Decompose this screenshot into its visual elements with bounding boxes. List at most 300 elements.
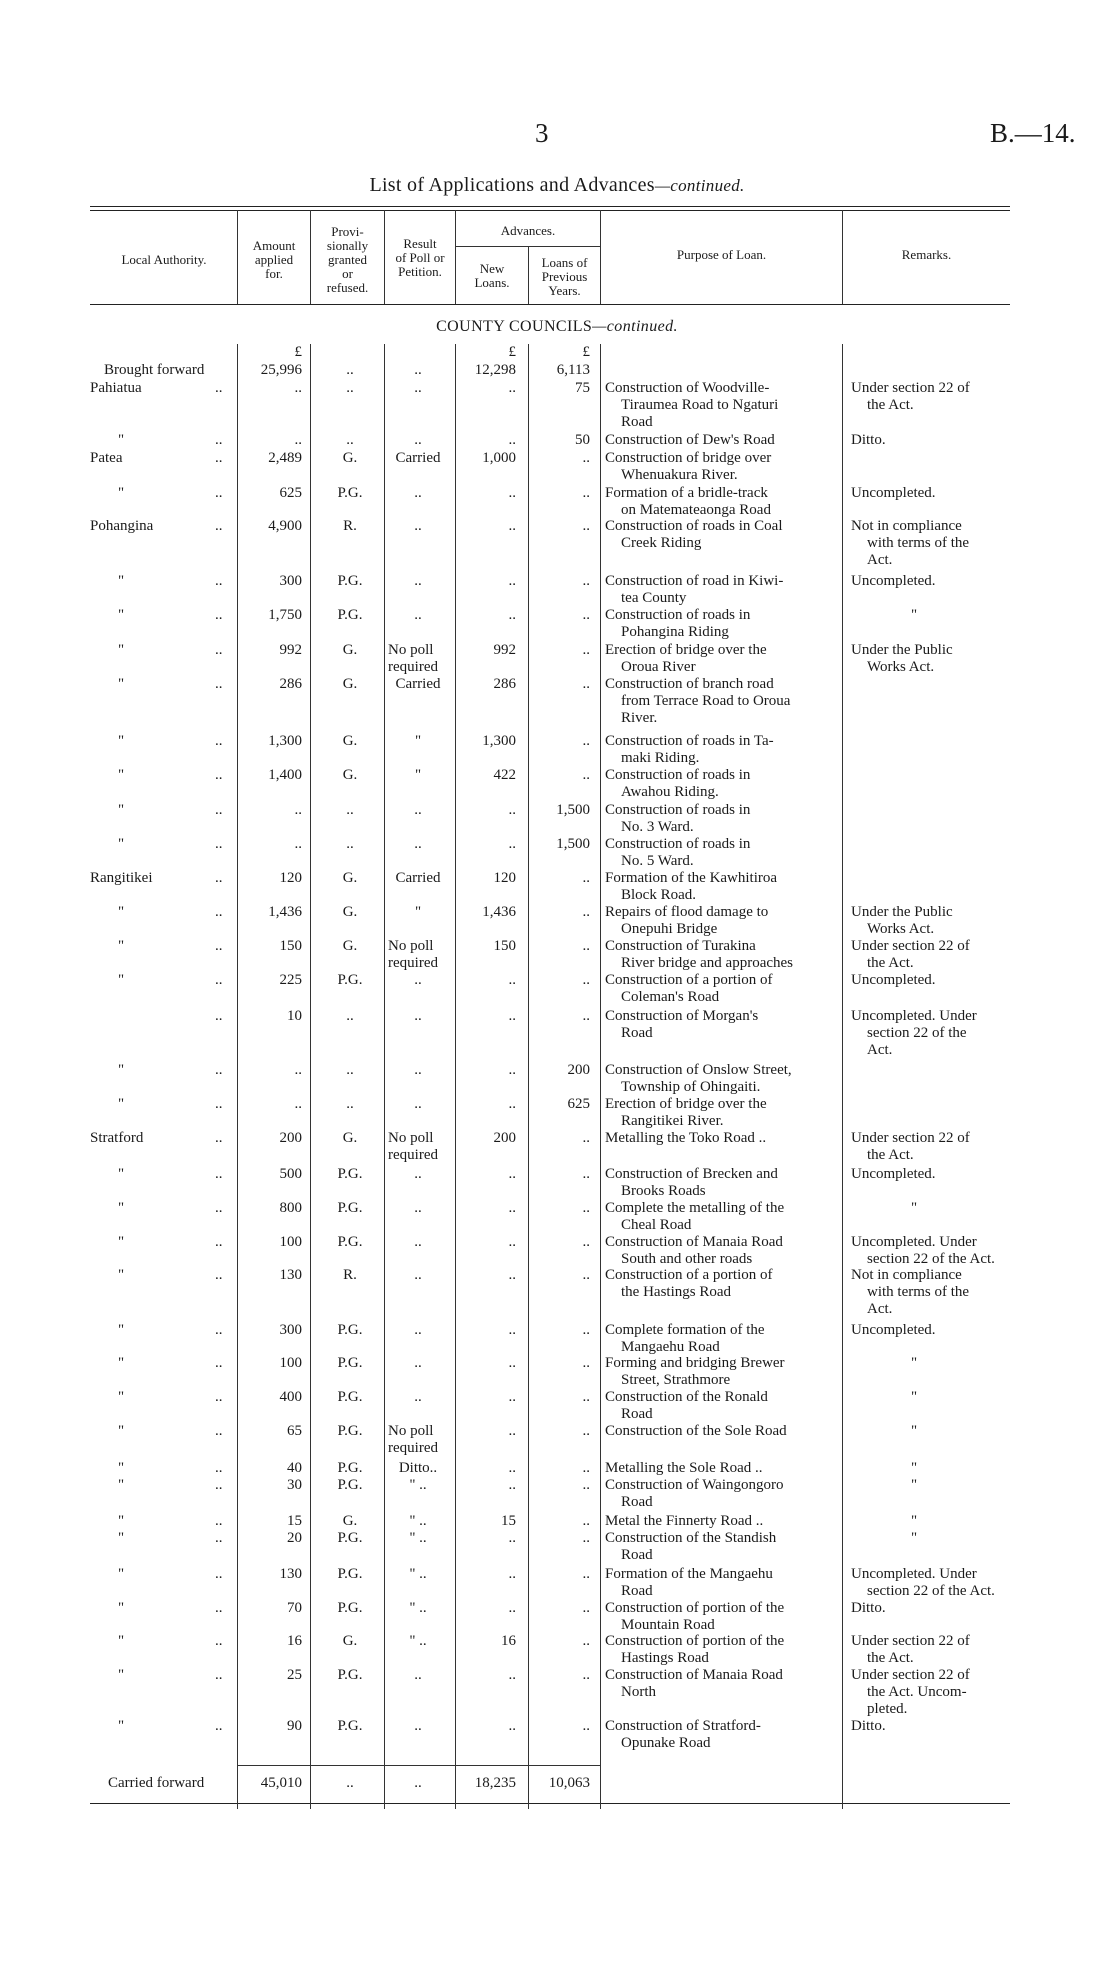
local-authority-cell: " [118,972,125,988]
header-top-rule-2 [90,210,1010,211]
purpose-cell [605,642,843,676]
local-authority-cell: Patea [90,450,123,466]
local-authority-cell: " [118,1234,125,1250]
remarks-line: Uncompleted. Under [851,1008,977,1024]
new-loans-cell: .. [508,518,516,534]
previous-loans-cell: .. [582,1355,590,1371]
local-authority-cell: " [118,1062,125,1078]
leader-dots: .. [215,1355,223,1371]
previous-loans-cell: 625 [567,1096,590,1112]
purpose-cell [605,836,843,870]
amount-cell: 25 [287,1667,302,1683]
result-cell: " .. [409,1566,427,1582]
leader-dots: .. [215,1460,223,1476]
purpose-line: Construction of road in Kiwi- [605,573,784,589]
leader-dots: .. [215,432,223,448]
result-cell: .. [414,1718,422,1734]
remarks-line: the Act. [867,1147,914,1163]
local-authority-cell: " [118,1718,125,1734]
advances-sub-rule [455,246,600,247]
amount-cell: .. [294,1096,302,1112]
remarks-line: with terms of the [867,535,970,551]
purpose-cell [605,1234,843,1268]
previous-loans-cell: .. [582,1234,590,1250]
result-cell: " .. [409,1513,427,1529]
provisional-cell: P.G. [337,1530,363,1546]
purpose-line: Metal the Finnerty Road .. [605,1513,764,1529]
purpose-line: Construction of portion of the [605,1600,785,1616]
remarks-line: " [911,1423,918,1439]
remarks-cell [851,642,1016,676]
document-reference: B.—14. [990,118,1076,148]
header-bottom-rule [90,304,1010,305]
amount-cell: 150 [279,938,302,954]
provisional-cell: .. [346,836,354,852]
leader-dots: .. [215,380,223,396]
remarks-line: Uncompleted. Under [851,1566,977,1582]
amount-cell: 90 [287,1718,302,1734]
purpose-line: Road [621,1025,653,1041]
remarks-line: Under the Public [851,904,953,920]
body-sep-4 [455,344,456,1809]
remarks-cell [851,1513,1016,1530]
previous-loans-cell: .. [582,870,590,886]
leader-dots: .. [215,1267,223,1283]
leader-dots: .. [215,1200,223,1216]
result-cell: .. [414,972,422,988]
remarks-line: Uncompleted. [851,573,936,589]
leader-dots: .. [215,733,223,749]
previous-loans-cell: .. [582,642,590,658]
provisional-cell: P.G. [337,573,363,589]
result-cell: Ditto.. [398,1460,438,1476]
amount-cell: 130 [279,1566,302,1582]
remarks-line: " [911,1460,918,1476]
local-authority-cell: " [118,836,125,852]
remarks-cell [851,1633,1016,1667]
local-authority-cell: Pahiatua [90,380,142,396]
provisional-cell: .. [346,1008,354,1024]
new-loans-cell: 120 [493,870,516,886]
amount-cell: 286 [279,676,302,692]
new-loans-cell: .. [508,432,516,448]
leader-dots: .. [215,642,223,658]
amount-cell: 1,436 [268,904,302,920]
remarks-cell [851,607,1016,624]
previous-loans-cell: .. [582,1513,590,1529]
leader-dots: .. [215,904,223,920]
purpose-line: the Hastings Road [621,1284,731,1300]
purpose-cell [605,1200,843,1234]
purpose-line: Formation of the Kawhitiroa [605,870,778,886]
remarks-line: Under section 22 of [851,1633,970,1649]
new-loans-cell: .. [508,1166,516,1182]
provisional-cell: G. [342,733,358,749]
purpose-line: Construction of roads in [605,802,751,818]
local-authority-cell: " [118,1513,125,1529]
new-loans-cell: .. [508,1460,516,1476]
purpose-line: Road [621,1547,653,1563]
remarks-line: Ditto. [851,1600,886,1616]
remarks-cell [851,1600,1016,1617]
new-loans-cell: .. [508,1096,516,1112]
local-authority-cell: " [118,1600,125,1616]
amount-cell: 120 [279,870,302,886]
purpose-line: Construction of roads in [605,836,751,852]
remarks-line: Ditto. [851,1718,886,1734]
purpose-cell [605,450,843,484]
new-loans-cell: .. [508,1477,516,1493]
leader-dots: .. [215,767,223,783]
previous-loans-cell: .. [582,485,590,501]
leader-dots: .. [215,1166,223,1182]
leader-dots: .. [215,1096,223,1112]
result-cell: .. [414,432,422,448]
new-loans-cell: .. [508,1600,516,1616]
result-cell: .. [414,836,422,852]
previous-loans-cell: .. [582,1566,590,1582]
previous-loans-cell: .. [582,1130,590,1146]
result-cell: .. [414,1062,422,1078]
purpose-line: Construction of Onslow Street, [605,1062,792,1078]
purpose-line: Complete the metalling of the [605,1200,785,1216]
provisional-cell: P.G. [337,1389,363,1405]
leader-dots: .. [215,1477,223,1493]
purpose-cell [605,1600,843,1634]
purpose-line: Road [621,414,653,430]
purpose-line: Awahou Riding. [621,784,719,800]
leader-dots: .. [215,1008,223,1024]
provisional-cell: P.G. [337,972,363,988]
remarks-cell [851,1530,1016,1547]
purpose-line: Opunake Road [621,1735,711,1751]
leader-dots: .. [215,1566,223,1582]
new-loans-cell: .. [508,1267,516,1283]
remarks-cell [851,1008,1016,1059]
header-purpose: Purpose of Loan. [676,247,767,262]
local-authority-cell: " [118,802,125,818]
leader-dots: .. [215,1530,223,1546]
remarks-cell [851,1667,1016,1718]
remarks-cell [851,518,1016,569]
purpose-cell [605,1130,843,1147]
remarks-cell [851,380,1016,414]
provisional-cell: .. [346,802,354,818]
purpose-line: Rangitikei River. [621,1113,724,1129]
amount-cell: 1,400 [268,767,302,783]
result-cell: .. [414,1667,422,1683]
currency-new: £ [508,344,516,360]
amount-cell: 65 [287,1423,302,1439]
previous-loans-cell: .. [582,1667,590,1683]
result-cell: .. [414,1166,422,1182]
remarks-cell [851,904,1016,938]
purpose-line: Forming and bridging Brewer [605,1355,785,1371]
previous-loans-cell: 200 [567,1062,590,1078]
remarks-cell [851,938,1016,972]
provisional-cell: P.G. [337,1667,363,1683]
purpose-cell [605,1389,843,1423]
remarks-cell [851,1130,1016,1164]
page-number: 3 [535,118,549,148]
leader-dots: .. [215,972,223,988]
provisional-cell: G. [342,676,358,692]
amount-cell: .. [294,380,302,396]
previous-loans-cell: 75 [575,380,590,396]
amount-cell: 10 [287,1008,302,1024]
local-authority-cell: " [118,1322,125,1338]
result-cell: Carried [395,676,441,692]
result-cell: .. [414,802,422,818]
carried-forward-label: Carried forward [108,1775,205,1791]
new-loans-cell: .. [508,1200,516,1216]
leader-dots: .. [215,870,223,886]
result-cell: .. [414,1267,422,1283]
provisional-cell: G. [342,938,358,954]
new-loans-cell: .. [508,1530,516,1546]
purpose-cell [605,1322,843,1356]
result-cell: .. [414,518,422,534]
provisional-cell: P.G. [337,1477,363,1493]
new-loans-cell: .. [508,380,516,396]
purpose-line: Road [621,1406,653,1422]
result-cell: .. [414,1355,422,1371]
leader-dots: .. [215,1600,223,1616]
result-cell: " .. [409,1600,427,1616]
remarks-cell [851,1423,1016,1440]
leader-dots: .. [215,450,223,466]
leader-dots: .. [215,802,223,818]
header-result: Result of Poll or Petition. [395,236,445,279]
remarks-cell [851,1389,1016,1406]
remarks-line: the Act. [867,955,914,971]
result-cell: No poll required [388,1130,438,1163]
remarks-line: section 22 of the Act. [867,1251,995,1267]
remarks-line: Uncompleted. [851,972,936,988]
previous-loans-cell: .. [582,1477,590,1493]
provisional-cell: G. [342,767,358,783]
purpose-line: Metalling the Toko Road .. [605,1130,767,1146]
provisional-cell: .. [346,432,354,448]
title-main: List of Applications and Advances [369,174,655,196]
header-new-loans: New Loans. [474,261,510,290]
purpose-line: Construction of the Ronald [605,1389,768,1405]
amount-cell: .. [294,432,302,448]
previous-loans-cell: .. [582,733,590,749]
purpose-cell [605,1267,843,1301]
amount-cell: 400 [279,1389,302,1405]
provisional-cell: G. [342,1513,358,1529]
leader-dots: .. [215,1718,223,1734]
amount-cell: 500 [279,1166,302,1182]
leader-dots: .. [215,607,223,623]
purpose-cell [605,485,843,519]
purpose-cell [605,1633,843,1667]
new-loans-cell: .. [508,1355,516,1371]
amount-cell: 992 [279,642,302,658]
purpose-line: Formation of a bridle-track [605,485,768,501]
purpose-line: tea County [621,590,687,606]
purpose-line: Metalling the Sole Road .. [605,1460,763,1476]
purpose-line: Erection of bridge over the [605,642,767,658]
purpose-line: Hastings Road [621,1650,709,1666]
leader-dots: .. [215,1234,223,1250]
result-cell: No poll required [388,938,438,971]
previous-loans-cell: .. [582,1633,590,1649]
provisional-cell: P.G. [337,1718,363,1734]
new-loans-cell: 200 [493,1130,516,1146]
purpose-line: Brooks Roads [621,1183,706,1199]
purpose-line: Township of Ohingaiti. [621,1079,761,1095]
result-cell: .. [414,573,422,589]
previous-loans-cell: .. [582,1530,590,1546]
local-authority-cell: " [118,733,125,749]
local-authority-cell: " [118,1667,125,1683]
carried-forward-prev: 10,063 [548,1775,590,1791]
previous-loans-cell: .. [582,1718,590,1734]
purpose-line: Formation of the Mangaehu [605,1566,773,1582]
purpose-cell [605,1718,843,1752]
header-previous-loans: Loans of Previous Years. [541,255,588,298]
amount-cell: 800 [279,1200,302,1216]
remarks-line: the Act. Uncom- [867,1684,967,1700]
remarks-cell [851,1166,1016,1183]
purpose-line: Construction of Woodville- [605,380,770,396]
provisional-cell: G. [342,870,358,886]
purpose-line: from Terrace Road to Oroua [621,693,791,709]
new-loans-cell: .. [508,607,516,623]
provisional-cell: G. [342,1633,358,1649]
previous-loans-cell: .. [582,1423,590,1439]
previous-loans-cell: .. [582,767,590,783]
purpose-line: on Matemateaonga Road [621,502,771,518]
purpose-line: Construction of Manaia Road [605,1234,783,1250]
previous-loans-cell: .. [582,904,590,920]
remarks-line: Act. [867,1301,893,1317]
provisional-cell: .. [346,1062,354,1078]
local-authority-cell: " [118,904,125,920]
new-loans-cell: .. [508,1322,516,1338]
new-loans-cell: .. [508,1008,516,1024]
provisional-cell: G. [342,450,358,466]
new-loans-cell: 1,436 [482,904,516,920]
purpose-cell [605,676,843,727]
previous-loans-cell: 1,500 [556,836,590,852]
provisional-cell: .. [346,380,354,396]
new-loans-cell: 422 [493,767,516,783]
previous-loans-cell: 1,500 [556,802,590,818]
new-loans-cell: 1,000 [482,450,516,466]
provisional-cell: P.G. [337,1423,363,1439]
purpose-line: Construction of Waingongoro [605,1477,784,1493]
previous-loans-cell: .. [582,518,590,534]
local-authority-cell: " [118,1389,125,1405]
remarks-cell [851,1322,1016,1339]
body-sep-2 [310,344,311,1809]
remarks-line: Under section 22 of [851,1667,970,1683]
local-authority-cell: " [118,1566,125,1582]
result-cell: .. [414,380,422,396]
amount-cell: 100 [279,1355,302,1371]
remarks-cell [851,1234,1016,1268]
local-authority-cell: Stratford [90,1130,144,1146]
brought-forward-prov: .. [346,362,354,378]
provisional-cell: P.G. [337,485,363,501]
purpose-line: Construction of Morgan's [605,1008,759,1024]
amount-cell: 200 [279,1130,302,1146]
provisional-cell: G. [342,1130,358,1146]
remarks-cell [851,1477,1016,1494]
remarks-line: " [911,1389,918,1405]
remarks-line: Works Act. [867,659,935,675]
purpose-line: Construction of a portion of [605,1267,773,1283]
purpose-line: Pohangina Riding [621,624,729,640]
purpose-cell [605,607,843,641]
carried-forward-new: 18,235 [474,1775,516,1791]
purpose-line: Construction of the Standish [605,1530,777,1546]
leader-dots: .. [215,938,223,954]
amount-cell: 40 [287,1460,302,1476]
amount-cell: 70 [287,1600,302,1616]
result-cell: .. [414,1234,422,1250]
result-cell: Carried [395,450,441,466]
purpose-cell [605,1530,843,1564]
remarks-line: Not in compliance [851,1267,962,1283]
purpose-line: Construction of the Sole Road [605,1423,787,1439]
new-loans-cell: 16 [501,1633,516,1649]
local-authority-cell: Rangitikei [90,870,153,886]
local-authority-cell: " [118,642,125,658]
local-authority-cell: " [118,938,125,954]
purpose-line: Creek Riding [621,535,702,551]
provisional-cell: P.G. [337,1234,363,1250]
new-loans-cell: 286 [493,676,516,692]
previous-loans-cell: .. [582,938,590,954]
remarks-line: with terms of the [867,1284,970,1300]
new-loans-cell: .. [508,485,516,501]
local-authority-cell: " [118,767,125,783]
leader-dots: .. [215,1130,223,1146]
previous-loans-cell: .. [582,1322,590,1338]
brought-forward-result: .. [414,362,422,378]
purpose-line: North [621,1684,656,1700]
remarks-cell [851,1718,1016,1735]
remarks-line: the Act. [867,1650,914,1666]
provisional-cell: .. [346,1096,354,1112]
remarks-line: Ditto. [851,432,886,448]
purpose-line: Tiraumea Road to Ngaturi [621,397,779,413]
purpose-cell [605,1008,843,1042]
new-loans-cell: .. [508,802,516,818]
local-authority-cell: " [118,573,125,589]
new-loans-cell: .. [508,1423,516,1439]
purpose-line: Complete formation of the [605,1322,765,1338]
remarks-line: Works Act. [867,921,935,937]
provisional-cell: P.G. [337,1355,363,1371]
remarks-line: " [911,1355,918,1371]
purpose-line: Block Road. [621,887,696,903]
total-rule [237,1765,600,1766]
purpose-cell [605,1096,843,1130]
result-cell: .. [414,1096,422,1112]
header-remarks: Remarks. [901,247,952,262]
local-authority-cell: " [118,1633,125,1649]
leader-dots: .. [215,518,223,534]
amount-cell: 4,900 [268,518,302,534]
purpose-cell [605,802,843,836]
purpose-cell [605,1513,843,1530]
purpose-line: River bridge and approaches [621,955,794,971]
